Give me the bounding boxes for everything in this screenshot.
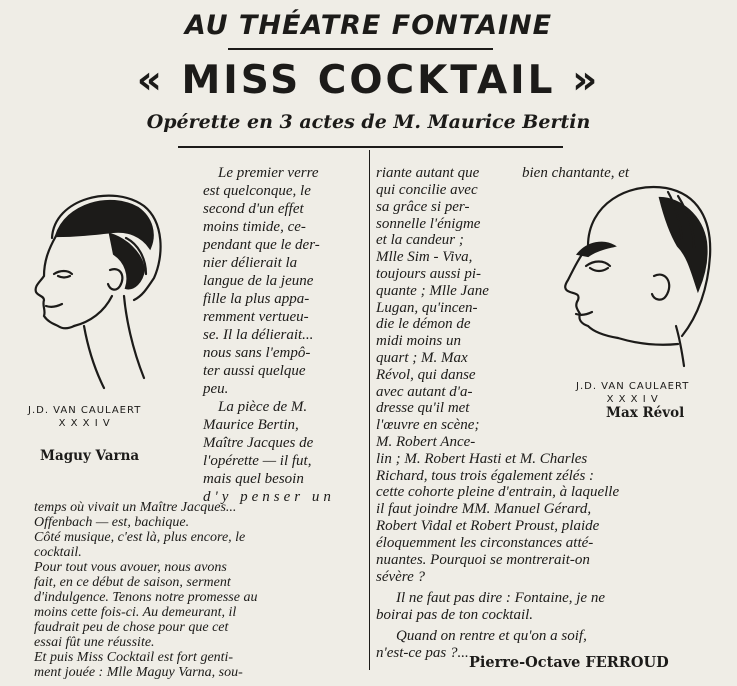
body-line: est quelconque, le xyxy=(203,183,311,199)
subtitle-divider xyxy=(178,146,563,148)
body-line: nuantes. Pourquoi se montrerait-on xyxy=(376,551,590,568)
body-line: Mlle Sim - Viva, xyxy=(376,249,473,266)
body-line: l'opérette — il fut, xyxy=(203,453,312,469)
body-line: il faut joindre MM. Manuel Gérard, xyxy=(376,501,592,518)
body-line: quante ; Mlle Jane xyxy=(376,282,489,299)
body-line: remment vertueu- xyxy=(203,309,309,325)
body-line: cocktail. xyxy=(34,545,82,560)
column-divider xyxy=(369,150,370,670)
body-line: cette cohorte pleine d'entrain, à laquelle xyxy=(376,484,620,501)
body-line: quart ; M. Max xyxy=(376,350,468,366)
body-line: essai fût une réussite. xyxy=(34,635,155,650)
body-line: nier délierait la xyxy=(203,255,298,271)
body-line: Richard, tous trois également zélés : xyxy=(376,467,595,484)
body-line: Le premier verre xyxy=(218,165,319,181)
body-line: sa grâce si per- xyxy=(376,198,470,215)
body-line: fait, en ce début de saison, serment xyxy=(34,575,231,590)
body-line: second d'un effet xyxy=(203,201,304,217)
portrait-left-caption: Maguy Varna xyxy=(40,448,140,464)
body-line: die le démon de xyxy=(376,316,471,333)
portrait-left-drawing xyxy=(14,178,174,400)
body-line: Côté musique, c'est là, plus encore, le xyxy=(34,530,246,545)
portrait-right-drawing xyxy=(548,176,718,376)
body-line: Et puis Miss Cocktail est fort genti- xyxy=(34,650,234,665)
body-line: qui concilie avec xyxy=(376,182,478,198)
body-line: d'y penser un xyxy=(203,489,335,505)
body-line: peu. xyxy=(203,381,229,397)
body-line: ter aussi quelque xyxy=(203,363,306,379)
body-line: pendant que le der- xyxy=(203,237,320,253)
body-line: fille la plus appa- xyxy=(203,291,310,307)
body-line: midi moins un xyxy=(376,333,462,350)
body-line: Il ne faut pas dire : Fontaine, je ne xyxy=(396,590,605,607)
body-line: sonnelle l'énigme xyxy=(376,215,481,232)
body-line: boirai pas de ton cocktail. xyxy=(376,607,534,623)
body-line: temps où vivait un Maître Jacques... xyxy=(34,500,237,515)
author-signature: Pierre-Octave FERROUD xyxy=(469,654,669,671)
closing-line: n'est-ce pas ?... xyxy=(376,644,469,661)
header-divider xyxy=(228,48,493,50)
body-line: nous sans l'empô- xyxy=(203,345,311,361)
body-line: langue de la jeune xyxy=(203,273,314,289)
body-line: moins cette fois-ci. Au demeurant, il xyxy=(34,605,237,620)
body-line: La pièce de M. xyxy=(218,399,308,415)
body-line: l'œuvre en scène; xyxy=(376,417,480,434)
venue-heading: AU THÉATRE FONTAINE xyxy=(184,10,553,41)
portrait-right-signature: J.D. VAN CAULAERT X X X I V xyxy=(576,381,690,405)
body-line: moins timide, ce- xyxy=(203,219,306,235)
body-line: d'indulgence. Tenons notre promesse au xyxy=(34,590,258,605)
body-line: toujours aussi pi- xyxy=(376,266,482,282)
body-line: se. Il la délierait... xyxy=(203,327,314,343)
body-line: Maurice Bertin, xyxy=(203,417,299,433)
body-line: lin ; M. Robert Hasti et M. Charles xyxy=(376,450,588,467)
body-line: dresse qu'il met xyxy=(376,400,470,417)
body-line: M. Robert Ance- xyxy=(376,434,476,450)
body-line: éloquemment les circonstances atté- xyxy=(376,534,594,551)
body-line: Révol, qui danse xyxy=(376,366,476,383)
body-line: mais quel besoin xyxy=(203,471,304,487)
body-line: sévère ? xyxy=(376,569,425,586)
body-line: avec autant d'a- xyxy=(376,383,473,400)
portrait-right-caption: Max Révol xyxy=(606,405,685,421)
closing-line: Quand on rentre et qu'on a soif, xyxy=(396,627,587,644)
body-line: Lugan, qu'incen- xyxy=(376,299,478,316)
play-subtitle: Opérette en 3 actes de M. Maurice Bertin xyxy=(146,111,591,133)
body-line: riante autant que xyxy=(376,165,480,181)
body-line: Pour tout vous avouer, nous avons xyxy=(34,560,227,575)
body-line: et la candeur ; xyxy=(376,232,464,249)
body-line: faudrait peu de chose pour que cet xyxy=(34,620,229,635)
body-line: bien chantante, et xyxy=(522,165,630,181)
body-line: Robert Vidal et Robert Proust, plaide xyxy=(376,518,600,534)
play-title: « MISS COCKTAIL » xyxy=(136,58,601,103)
body-line: Offenbach — est, bachique. xyxy=(34,515,190,530)
body-line: ment jouée : Mlle Maguy Varna, sou- xyxy=(34,665,243,680)
portrait-left-signature: J.D. VAN CAULAERT X X X I V xyxy=(28,405,142,429)
body-line: Maître Jacques de xyxy=(203,435,314,451)
